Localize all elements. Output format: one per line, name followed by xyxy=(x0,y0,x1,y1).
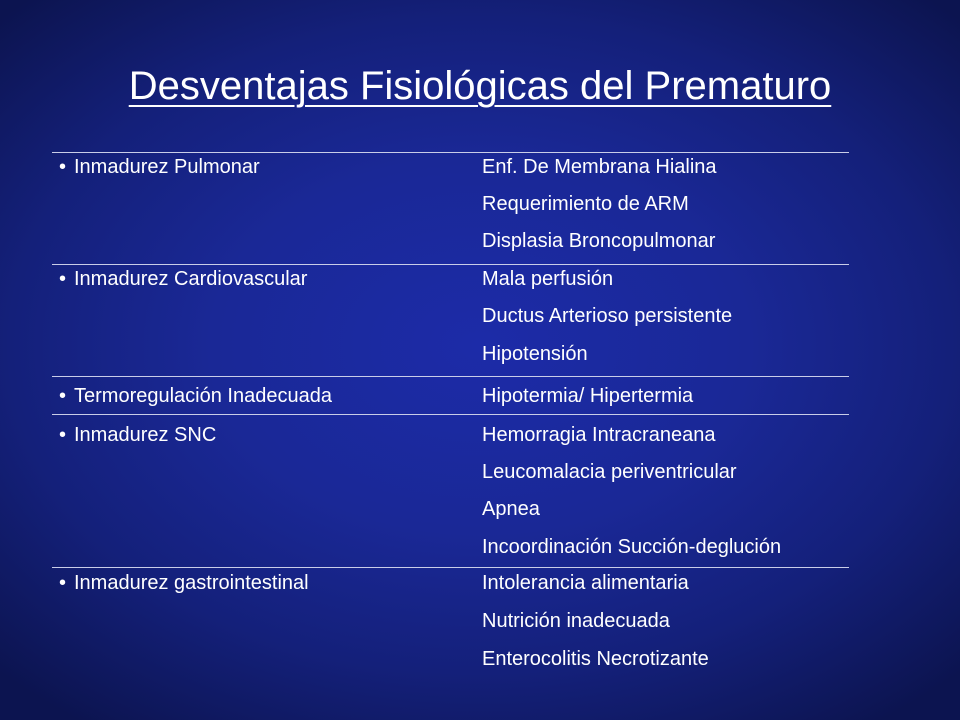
effect-label: Apnea xyxy=(482,498,540,520)
slide-title: Desventajas Fisiológicas del Prematuro xyxy=(128,64,832,108)
bullet-icon: • xyxy=(59,385,67,407)
table-row xyxy=(59,641,899,678)
effect-label: Hipotermia/ Hipertermia xyxy=(482,385,694,407)
category-label: Inmadurez SNC xyxy=(74,424,217,446)
effect-label: Hemorragia Intracraneana xyxy=(482,424,716,446)
category-label: Termoregulación Inadecuada xyxy=(74,385,332,407)
effect-label: Displasia Broncopulmonar xyxy=(482,230,716,252)
table-row xyxy=(59,298,899,335)
effect-label: Requerimiento de ARM xyxy=(482,193,689,215)
table-row xyxy=(59,223,899,260)
table-row xyxy=(59,378,899,415)
effect-label: Ductus Arterioso persistente xyxy=(482,305,733,327)
category-label: Inmadurez Pulmonar xyxy=(74,156,260,178)
category-label: Inmadurez gastrointestinal xyxy=(74,572,309,594)
table-row xyxy=(59,565,899,602)
table-row xyxy=(59,417,899,454)
category-label: Inmadurez Cardiovascular xyxy=(74,268,308,290)
bullet-icon: • xyxy=(59,268,67,290)
effect-label: Incoordinación Succión-deglución xyxy=(482,536,782,558)
bullet-icon: • xyxy=(59,424,67,446)
bullet-icon: • xyxy=(59,156,67,178)
table-row xyxy=(59,336,899,373)
effect-label: Leucomalacia periventricular xyxy=(482,461,737,483)
table-row xyxy=(59,491,899,528)
table-row xyxy=(59,529,899,566)
effect-label: Nutrición inadecuada xyxy=(482,610,670,632)
table-row xyxy=(59,186,899,223)
effect-label: Enterocolitis Necrotizante xyxy=(482,648,709,670)
table-row xyxy=(59,149,899,186)
effect-label: Enf. De Membrana Hialina xyxy=(482,156,717,178)
effect-label: Intolerancia alimentaria xyxy=(482,572,689,594)
effect-label: Mala perfusión xyxy=(482,268,614,290)
table-row xyxy=(59,454,899,491)
bullet-icon: • xyxy=(59,572,67,594)
table-row xyxy=(59,261,899,298)
effect-label: Hipotensión xyxy=(482,343,588,365)
divider xyxy=(52,376,849,377)
table-row xyxy=(59,603,899,640)
